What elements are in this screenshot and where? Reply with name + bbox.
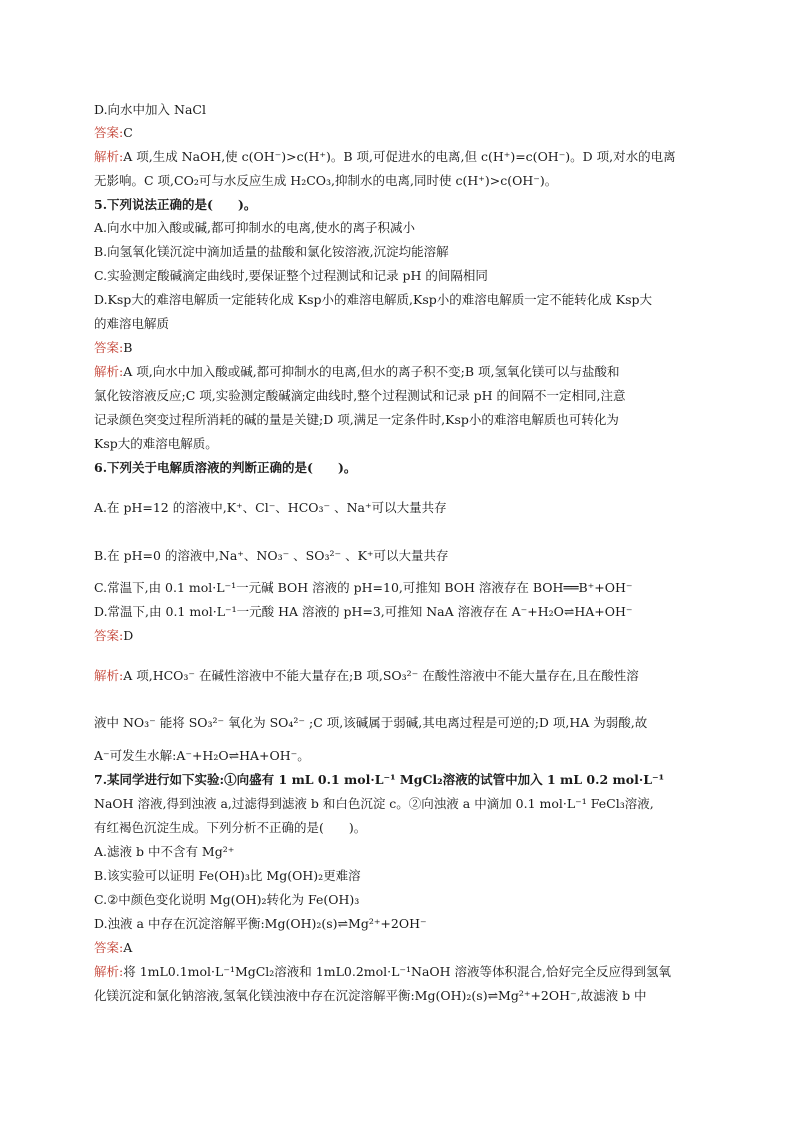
analysis-q5-line3: 记录颜色突变过程所消耗的碱的量是关键;D 项,满足一定条件时,Ksp小的难溶电解质也可转化为 [94,412,619,427]
answer-q6: 答案:D [94,628,134,643]
option-d-q6: D.常温下,由 0.1 mol·L⁻¹一元酸 HA 溶液的 pH=3,可推知 NaA 溶液存在 A⁻+H₂O⇌HA+OH⁻ [94,604,633,619]
option-a-q7: A.滤液 b 中不含有 Mg²⁺ [94,844,235,859]
answer-q5: 答案:B [94,340,133,355]
analysis-q6-line1: 解析:A 项,HCO₃⁻ 在碱性溶液中不能大量存在;B 项,SO₃²⁻ 在酸性溶液中不能大量存在,且在酸性溶 [94,668,639,683]
question-7-line2: NaOH 溶液,得到浊液 a,过滤得到滤液 b 和白色沉淀 c。②向浊液 a 中滴加 0.1 mol·L⁻¹ FeCl₃溶液, [94,796,654,811]
option-b-q7: B.该实验可以证明 Fe(OH)₃比 Mg(OH)₂更难溶 [94,868,361,883]
option-d-q5-line2: 的难溶电解质 [94,316,170,331]
option-b-q5: B.向氢氧化镁沉淀中滴加适量的盐酸和氯化铵溶液,沉淀均能溶解 [94,244,449,259]
option-d-q5-line1: D.Ksp大的难溶电解质一定能转化成 Ksp小的难溶电解质,Ksp小的难溶电解质一定不能转化成 Ksp大 [94,292,652,307]
analysis-q7-line2: 化镁沉淀和氯化钠溶液,氢氧化镁浊液中存在沉淀溶解平衡:Mg(OH)₂(s)⇌Mg²⁺+2OH⁻,故滤液 b 中 [94,988,647,1003]
analysis-q4-line2: 无影响。C 项,CO₂可与水反应生成 H₂CO₃,抑制水的电离,同时使 c(H⁺)>c(OH⁻)。 [94,173,558,188]
analysis-q5-line4: Ksp大的难溶电解质。 [94,436,218,451]
analysis-q5-line1: 解析:A 项,向水中加入酸或碱,都可抑制水的电离,但水的离子积不变;B 项,氢氧化镁可以与盐酸和 [94,364,620,379]
option-a-q6: A.在 pH=12 的溶液中,K⁺、Cl⁻、HCO₃⁻ 、Na⁺可以大量共存 [94,500,447,515]
option-a-q5: A.向水中加入酸或碱,都可抑制水的电离,使水的离子积减小 [94,220,415,235]
option-c-q7: C.②中颜色变化说明 Mg(OH)₂转化为 Fe(OH)₃ [94,892,360,907]
analysis-q4-line1: 解析:A 项,生成 NaOH,使 c(OH⁻)>c(H⁺)。B 项,可促进水的电离,但 c(H⁺)=c(OH⁻)。D 项,对水的电离 [94,149,676,164]
answer-q4: 答案:C [94,125,133,140]
option-d-q4: D.向水中加入 NaCl [94,102,206,117]
question-7-line1: 7.某同学进行如下实验:①向盛有 1 mL 0.1 mol·L⁻¹ MgCl₂溶液的试管中加入 1 mL 0.2 mol·L⁻¹ [94,772,665,787]
option-c-q5: C.实验测定酸碱滴定曲线时,要保证整个过程测试和记录 pH 的间隔相同 [94,268,488,283]
answer-q7: 答案:A [94,940,133,955]
analysis-q5-line2: 氯化铵溶液反应;C 项,实验测定酸碱滴定曲线时,整个过程测试和记录 pH 的间隔不一定相同,注意 [94,388,626,403]
question-5: 5.下列说法正确的是( )。 [94,197,257,212]
option-c-q6: C.常温下,由 0.1 mol·L⁻¹一元碱 BOH 溶液的 pH=10,可推知 BOH 溶液存在 BOH══B⁺+OH⁻ [94,580,633,595]
analysis-q6-line3: A⁻可发生水解:A⁻+H₂O⇌HA+OH⁻。 [94,748,310,763]
option-d-q7: D.浊液 a 中存在沉淀溶解平衡:Mg(OH)₂(s)⇌Mg²⁺+2OH⁻ [94,916,427,931]
question-7-line3: 有红褐色沉淀生成。下列分析不正确的是( )。 [94,820,367,835]
question-6: 6.下列关于电解质溶液的判断正确的是( )。 [94,460,357,475]
analysis-q7-line1: 解析:将 1mL0.1mol·L⁻¹MgCl₂溶液和 1mL0.2mol·L⁻¹NaOH 溶液等体积混合,恰好完全反应得到氢氧 [94,964,672,979]
option-b-q6: B.在 pH=0 的溶液中,Na⁺、NO₃⁻ 、SO₃²⁻ 、K⁺可以大量共存 [94,548,449,563]
analysis-q6-line2: 液中 NO₃⁻ 能将 SO₃²⁻ 氧化为 SO₄²⁻ ;C 项,该碱属于弱碱,其电离过程是可逆的;D 项,HA 为弱酸,故 [94,715,648,730]
